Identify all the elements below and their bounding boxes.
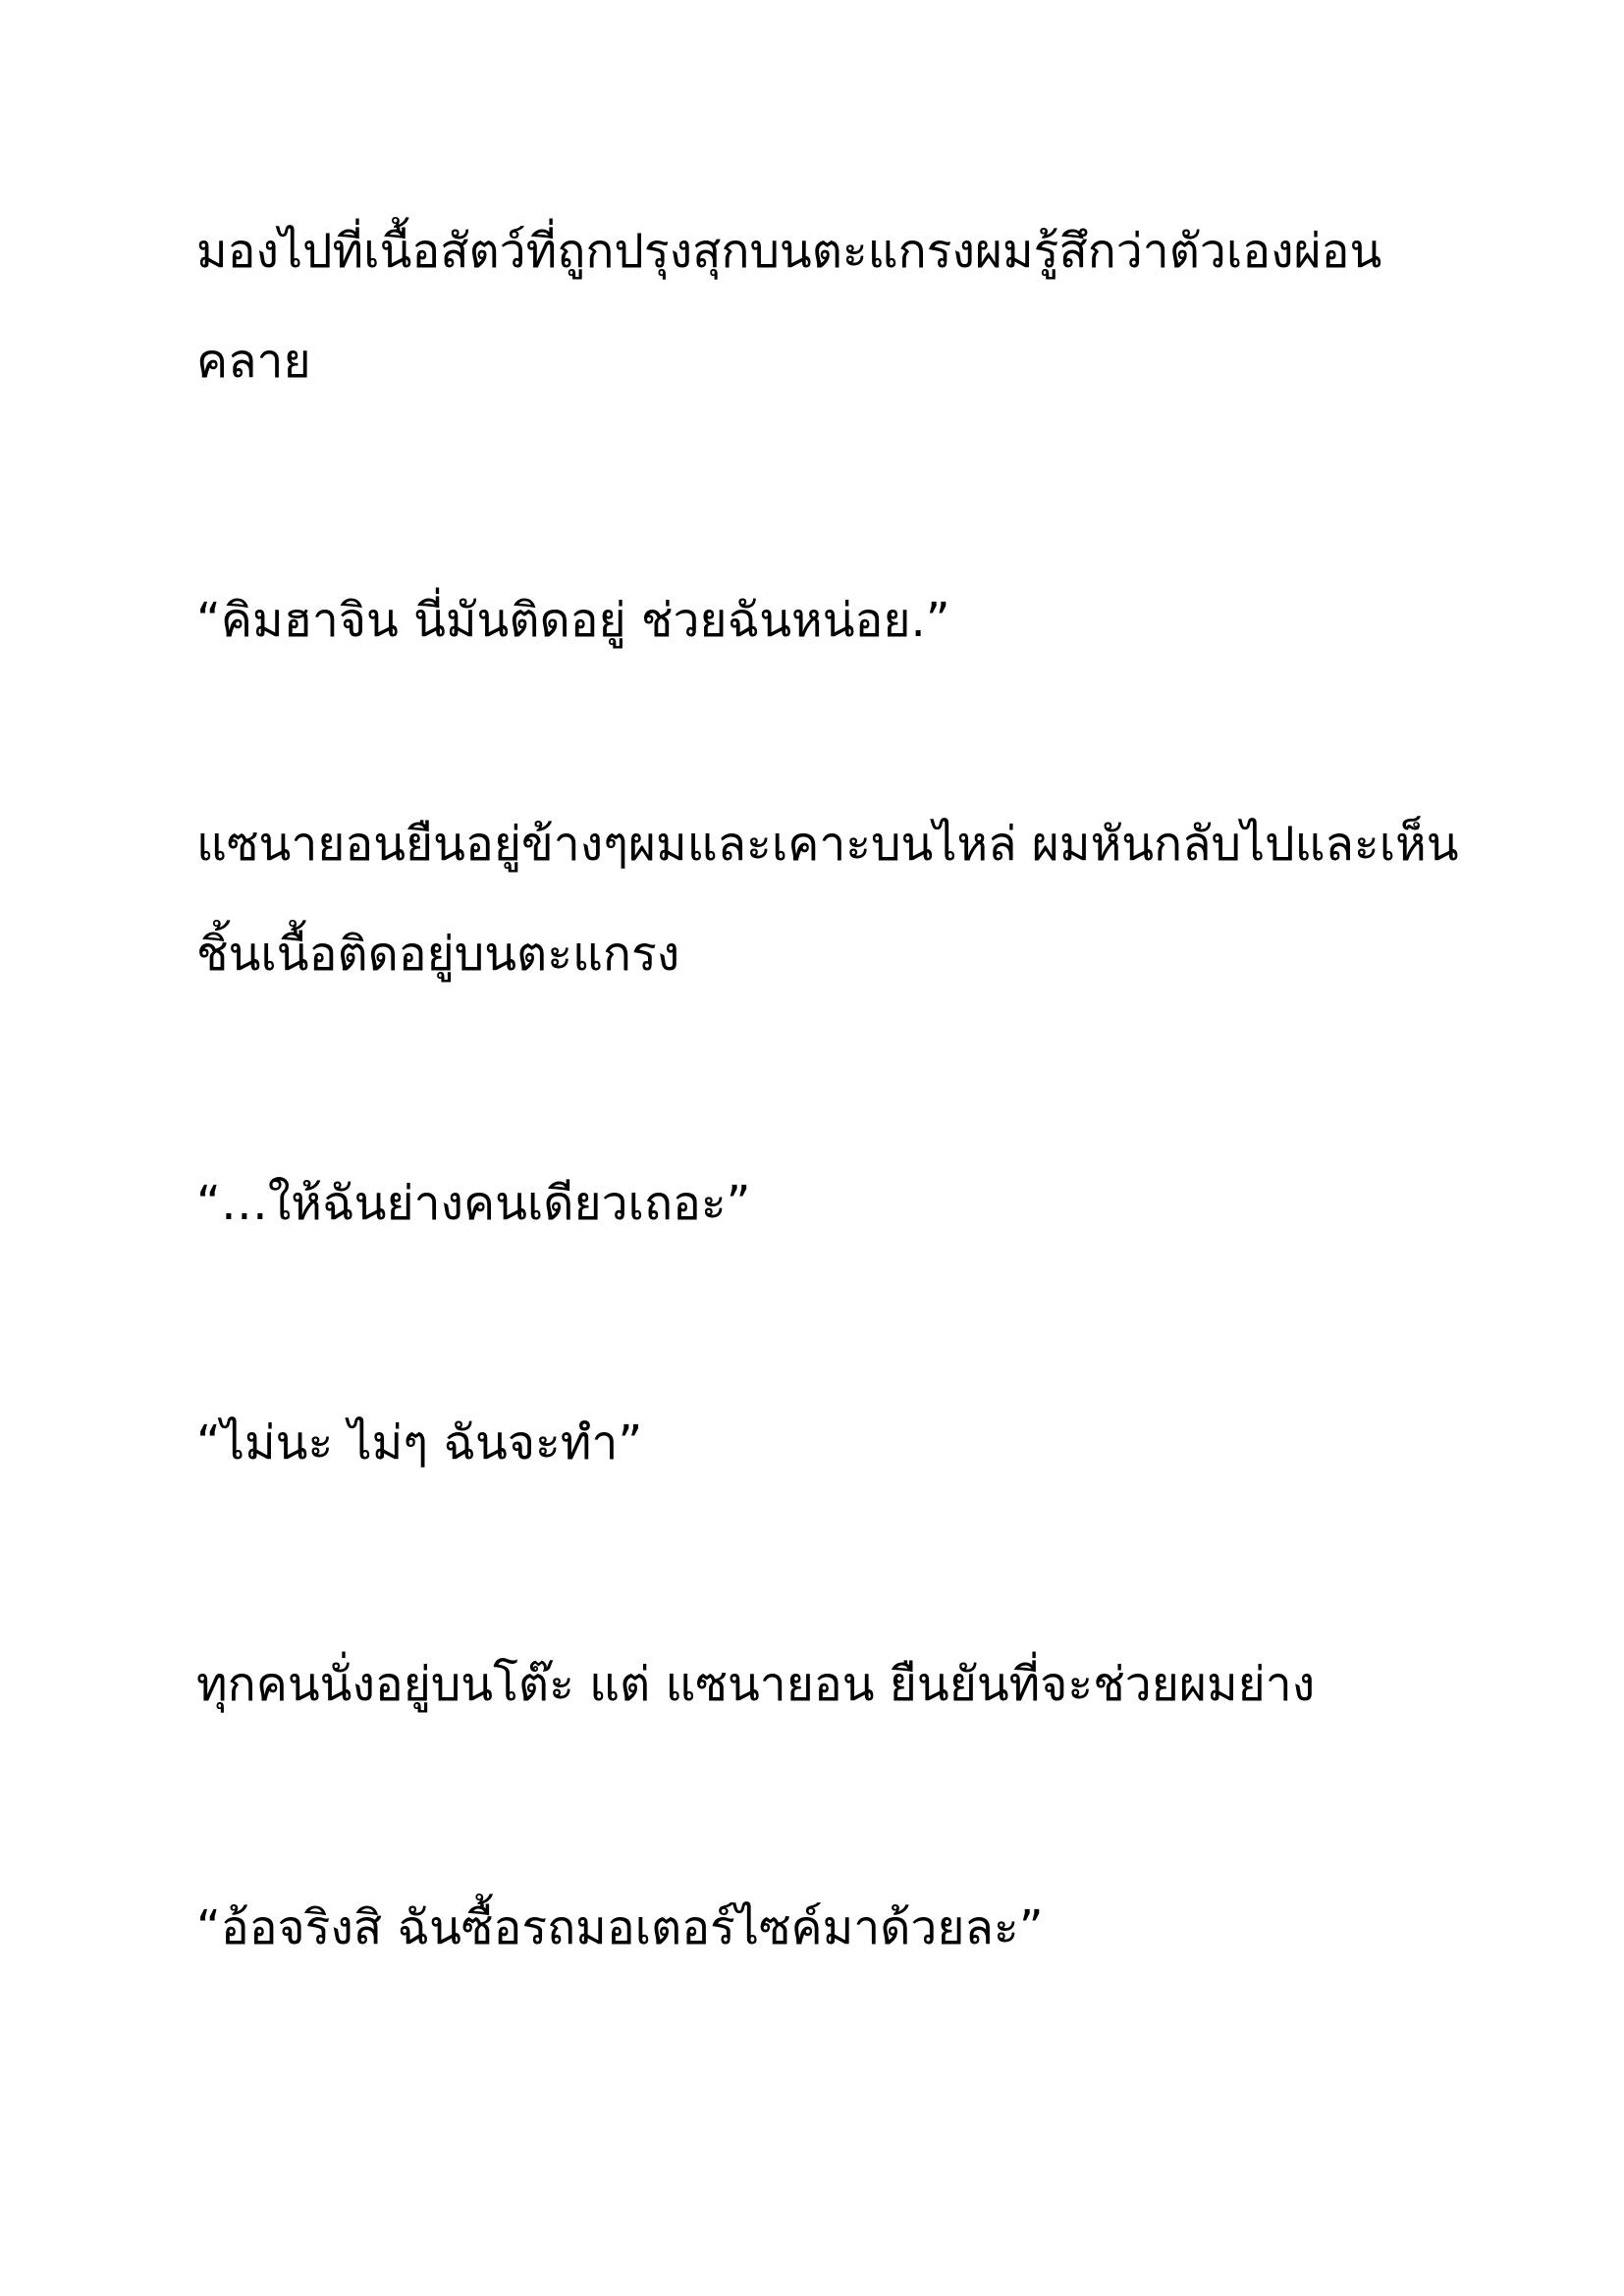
paragraph-3-line-2: ชิ้นเนื้อติดอยู่บนตะแกรง	[196, 927, 680, 982]
paragraph-3	[196, 789, 1473, 1009]
paragraph-2-line-1: “คิมฮาจิน นี่มันติดอยู่ ช่วยฉันหน่อย.”	[196, 593, 950, 648]
paragraph-7-line-1: “อ้อจริงสิ ฉันซื้อรถมอเตอร์ไซค์มาด้วยละ”	[196, 1900, 1044, 1955]
paragraph-1-line-1: มองไปที่เนื้อสัตว์ที่ถูกปรุงสุกบนตะแกรงผมรู้สึกว่าตัวเองผ่อน	[196, 224, 1382, 279]
paragraph-5	[196, 1388, 1473, 1498]
paragraph-3-line-1: แซนายอนยืนอยู่ข้างๆผมและเคาะบนไหล่ ผมหันกลับไปและเห็น	[196, 817, 1459, 872]
paragraph-1-line-2: คลาย	[196, 334, 311, 389]
paragraph-4	[196, 1148, 1473, 1258]
paragraph-6	[196, 1629, 1473, 1739]
paragraph-4-line-1: “…ให้ฉันย่างคนเดียวเถอะ”	[196, 1176, 751, 1231]
paragraph-1	[196, 196, 1473, 416]
paragraph-6-line-1: ทุกคนนั่งอยู่บนโต๊ะ แต่ แซนายอน ยืนยันที่จะช่วยผมย่าง	[196, 1657, 1316, 1712]
paragraph-2	[196, 565, 1473, 675]
paragraph-7	[196, 1873, 1473, 1983]
paragraph-5-line-1: “ไม่นะ ไม่ๆ ฉันจะทำ”	[196, 1415, 643, 1470]
